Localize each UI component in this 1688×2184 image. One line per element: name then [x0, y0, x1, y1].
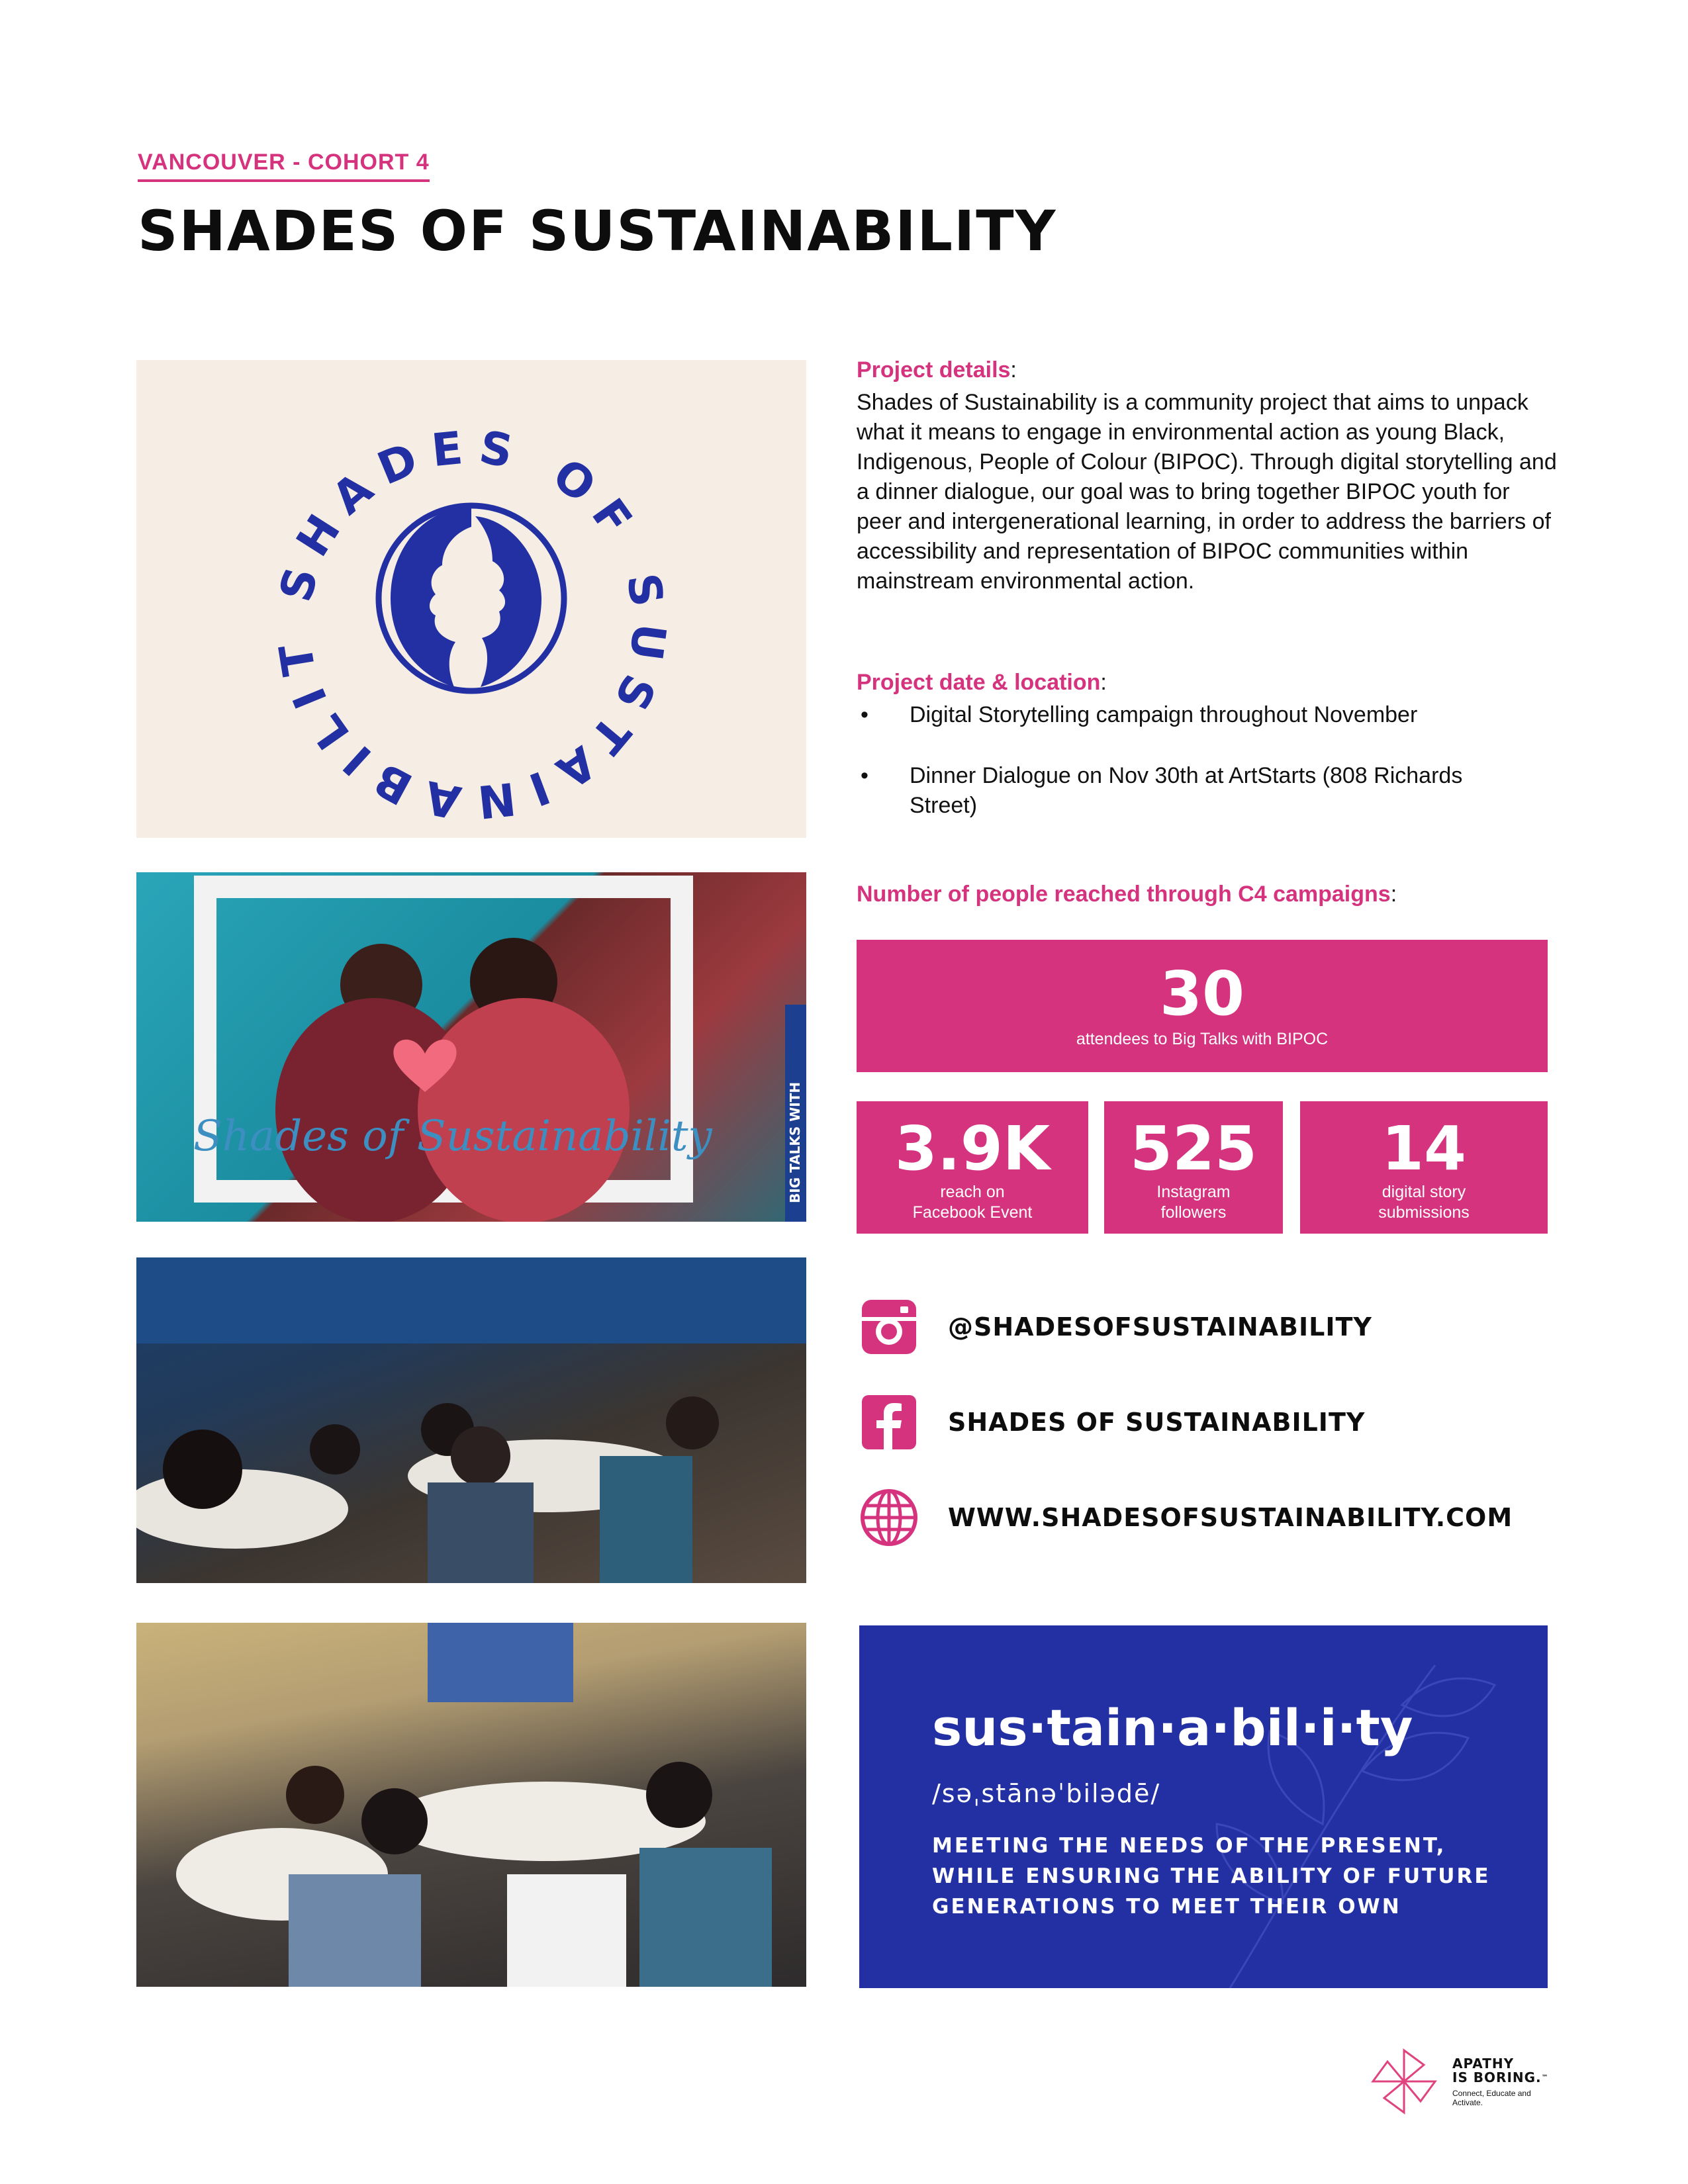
- event-photo-dinner-2: [136, 1623, 806, 1987]
- stat-label: Facebook Event: [912, 1203, 1033, 1222]
- globe-icon: [859, 1488, 919, 1547]
- reach-heading: Number of people reached through C4 campaigns:: [857, 882, 1397, 907]
- stat-label: Instagram: [1156, 1183, 1231, 1201]
- facebook-page: SHADES OF SUSTAINABILITY: [948, 1408, 1366, 1437]
- brand-tagline: Connect, Educate and Activate.: [1452, 2089, 1531, 2107]
- stat-value: 30: [1159, 958, 1245, 1029]
- instagram-link[interactable]: [859, 1297, 1372, 1357]
- website-link[interactable]: [859, 1488, 1513, 1547]
- instagram-handle: @SHADESOFSUSTAINABILITY: [948, 1312, 1372, 1342]
- facebook-link[interactable]: [859, 1392, 1365, 1452]
- definition-pronunciation: /səˌstānəˈbilədē/: [932, 1779, 1161, 1808]
- stat-card-story-submissions: [1300, 1101, 1548, 1234]
- stat-value: 3.9K: [894, 1113, 1051, 1184]
- stat-label: attendees to Big Talks with BIPOC: [1076, 1030, 1329, 1048]
- facebook-icon: [859, 1392, 919, 1452]
- event-photo-photobooth: [136, 872, 806, 1222]
- definition-meaning: MEETING THE NEEDS OF THE PRESENT, WHILE ENSURING THE ABILITY OF FUTURE GENERATIONS TO MEET THEIR OWN: [932, 1834, 1491, 1919]
- shades-logo-icon: [136, 360, 806, 838]
- cohort-label: VANCOUVER - COHORT 4: [138, 150, 430, 182]
- date-location-heading: Project date & location:: [857, 670, 1107, 695]
- svg-text:SHADES OF SUSTAINABILITY: SHADES OF SUSTAINABILIT: [267, 421, 676, 829]
- stat-card-instagram-followers: [1104, 1101, 1283, 1234]
- stat-label: submissions: [1378, 1203, 1470, 1222]
- stat-value: 14: [1381, 1113, 1467, 1184]
- svg-text:BIG TALKS WITH: BIG TALKS WITH: [787, 1081, 803, 1203]
- website-url: WWW.SHADESOFSUSTAINABILITY.COM: [948, 1503, 1513, 1532]
- instagram-icon: [859, 1297, 919, 1357]
- stat-card-attendees: [857, 940, 1548, 1072]
- definition-word: sus·tain·a·bil·i·ty: [932, 1698, 1413, 1757]
- stat-card-facebook-reach: [857, 1101, 1088, 1234]
- pinwheel-logo-icon: [1368, 2045, 1440, 2118]
- stat-label: followers: [1160, 1203, 1227, 1222]
- event-photo-dinner-1: [136, 1257, 806, 1583]
- brand-name: IS BORING.™: [1452, 2070, 1549, 2085]
- project-logo: [136, 360, 806, 838]
- project-details-text: Shades of Sustainability is a community project that aims to unpack what it means to engage in environmental action as young Black, Indigenous, People of Colour (BIPOC). Through digital storytelling and a dinner dialogue, our goal was to bring together BIPOC youth for peer and intergenerational learning, in order to address the barriers of accessibility and representation of BIPOC communities within mainstream environmental action.: [857, 390, 1557, 594]
- bullet-icon: •: [861, 763, 868, 788]
- project-details-heading: Project details:: [857, 357, 1017, 383]
- bullet-icon: •: [861, 702, 868, 727]
- apathy-is-boring-brand: [1368, 2045, 1549, 2118]
- stat-label: reach on: [940, 1183, 1005, 1201]
- svg-text:Shades of Sustainability: Shades of Sustainability: [193, 1112, 712, 1161]
- stat-value: 525: [1129, 1113, 1258, 1184]
- date-location-bullet: • Digital Storytelling campaign throughout November: [857, 700, 1558, 730]
- stat-label: digital story: [1382, 1183, 1466, 1201]
- definition-card: [859, 1625, 1548, 1988]
- date-location-bullet: • Dinner Dialogue on Nov 30th at ArtStarts (808 Richards Street): [857, 761, 1479, 821]
- page-title: SHADES OF SUSTAINABILITY: [138, 199, 1057, 263]
- brand-name: APATHY: [1452, 2056, 1515, 2071]
